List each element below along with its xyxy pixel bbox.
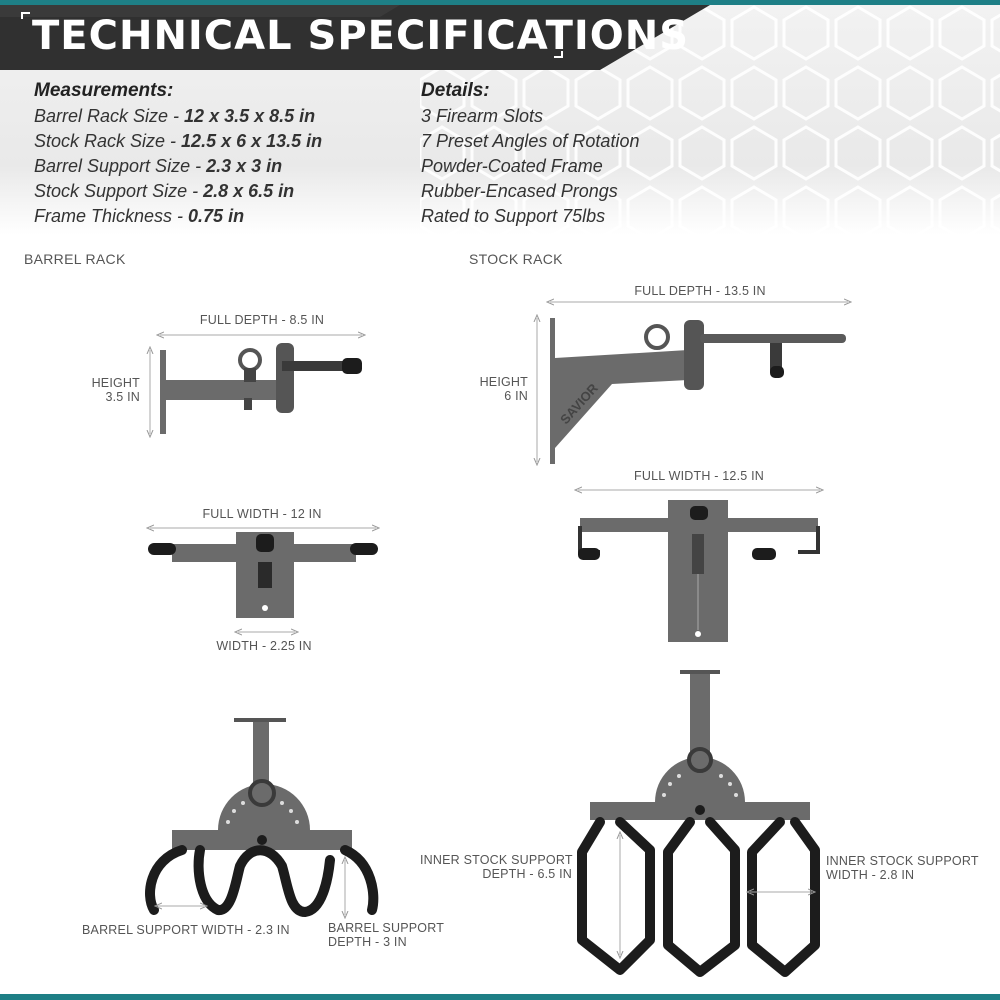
barrel-rack-side-view [150,335,362,434]
barrel-support-depth-label: BARREL SUPPORT DEPTH - 3 IN [328,921,445,949]
stock-full-width-label: FULL WIDTH - 12.5 IN [634,469,764,483]
stock-rack-side-view [537,302,848,464]
barrel-full-width-label: FULL WIDTH - 12 IN [202,507,322,521]
barrel-rack-label: BARREL RACK [24,251,126,267]
detail-row: Rubber-Encased Prongs [421,181,618,201]
detail-row: Rated to Support 75lbs [421,206,606,226]
measurement-row: Barrel Support Size - 2.3 x 3 in [34,156,283,176]
barrel-mount-width-label: WIDTH - 2.25 IN [216,639,312,653]
barrel-rack-top-view [148,528,378,632]
barrel-rack-front-view [150,718,373,915]
details-heading: Details: [421,80,490,101]
barrel-full-depth-label: FULL DEPTH - 8.5 IN [199,313,325,327]
inner-stock-width-label: INNER STOCK SUPPORT WIDTH - 2.8 IN [826,854,979,882]
measurement-row: Stock Rack Size - 12.5 x 6 x 13.5 in [34,131,323,151]
stock-rack-top-view [578,490,820,642]
stock-rack-front-view [582,670,815,972]
measurement-row: Stock Support Size - 2.8 x 6.5 in [34,181,295,201]
measurement-row: Frame Thickness - 0.75 in [34,206,245,226]
stock-height-label: HEIGHT 6 IN [479,375,528,403]
stock-rack-label: STOCK RACK [469,251,563,267]
barrel-height-label: HEIGHT 3.5 IN [91,376,140,404]
detail-row: 7 Preset Angles of Rotation [421,131,640,151]
detail-row: Powder-Coated Frame [421,156,603,176]
stock-full-depth-label: FULL DEPTH - 13.5 IN [634,284,766,298]
page-title: TECHNICAL SPECIFICATIONS [32,13,690,59]
measurement-row: Barrel Rack Size - 12 x 3.5 x 8.5 in [34,106,316,126]
measurements-heading: Measurements: [34,80,174,101]
inner-stock-depth-label: INNER STOCK SUPPORT DEPTH - 6.5 IN [420,853,573,881]
brand-logo-text: SAVIOR [557,380,601,428]
bottom-accent-bar [0,994,1000,1000]
detail-row: 3 Firearm Slots [421,106,544,126]
barrel-support-width-label: BARREL SUPPORT WIDTH - 2.3 IN [82,923,290,937]
